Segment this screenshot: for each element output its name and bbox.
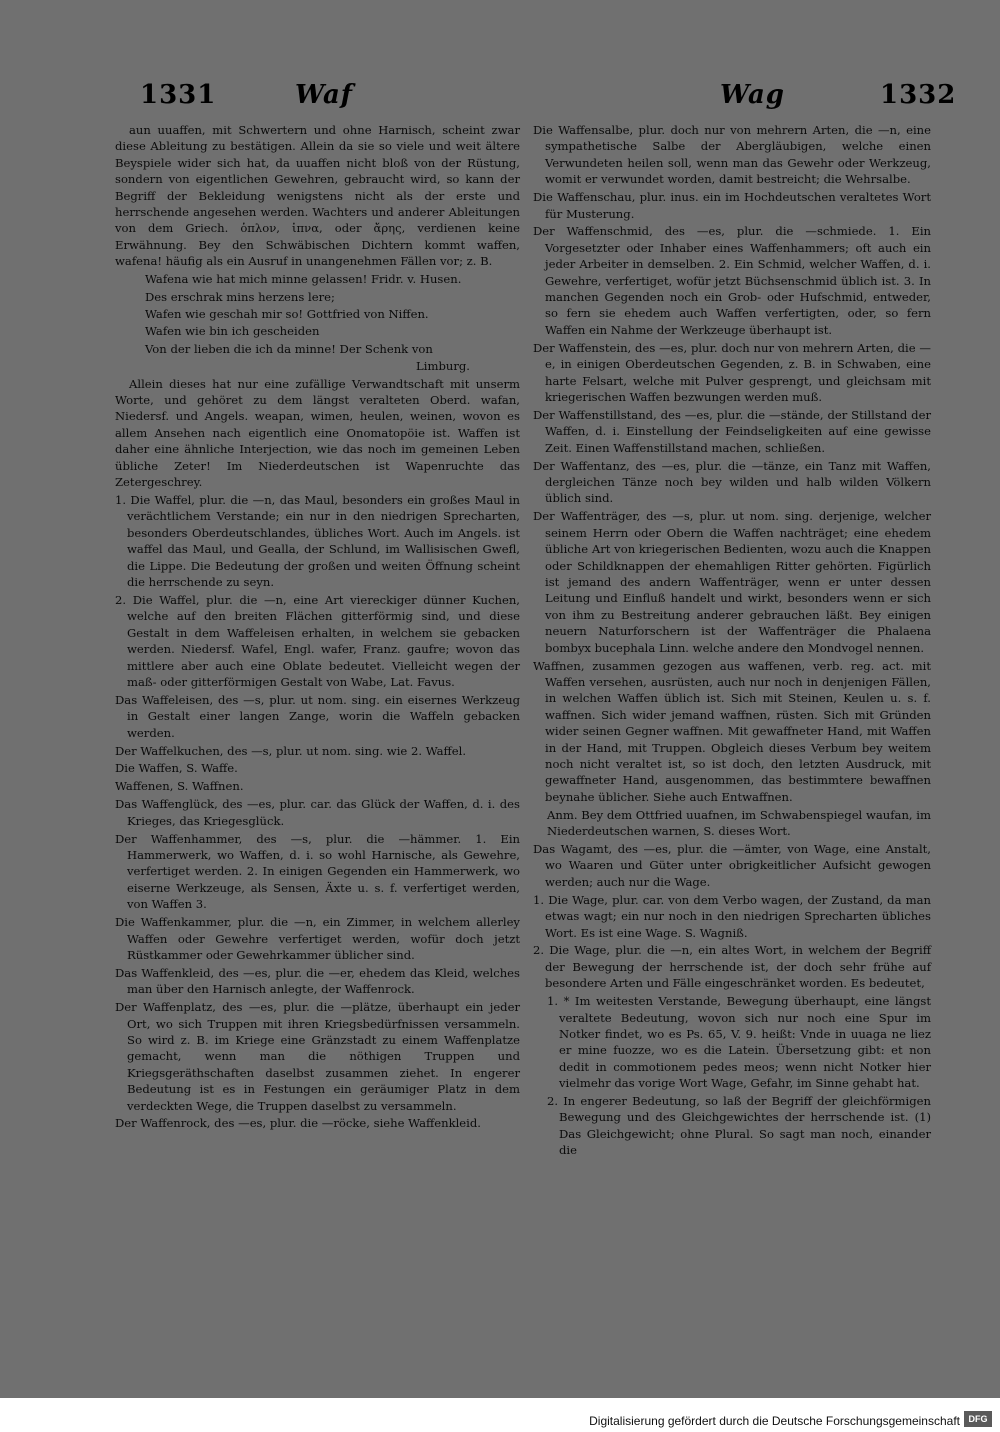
dictionary-entry: 2. Die Waffel, plur. die —n, eine Art viereckiger dünner Kuchen, welche auf den breiten Flächen gitterförmig sind, und diese Gestalt in dem Waffeleisen erhalten, in welchem sie gebacken werden. Niedersf. Wafel, Engl. wafer, Franz. gaufre; wovon das mittlere aber auch eine Oblate bedeutet. Vielleicht wegen der maß- oder gitterförmigen Gestalt von Wabe, Lat. Favus.	[115, 592, 520, 689]
dictionary-entry: Der Waffenstein, des —es, plur. doch nur von mehrern Arten, die —e, in einigen Oberdeutschen Gegenden, z. B. in Schwaben, eine harte Felsart, welche mit Pulver gesprengt, und gleichsam mit kriegerischen Waffen bezwungen werden muß.	[533, 340, 931, 404]
footer-bar	[0, 1398, 1000, 1432]
dictionary-entry: Der Waffenplatz, des —es, plur. die —plätze, überhaupt ein jeder Ort, wo sich Truppen mit ihren Kriegsbedürfnissen versammeln. So wird z. B. im Kriege eine Gränzstadt zu einem Waffenplatze gemacht, wenn man die nöthigen Truppen und Kriegsgeräthschaften daselbst zusammen ziehet. In engerer Bedeutung ist es in Festungen ein geräumiger Platz in dem verdeckten Wege, die Truppen daselbst zu versammeln.	[115, 1000, 520, 1113]
funding-credit: Digitalisierung gefördert durch die Deutsche Forschungsgemeinschaft	[589, 1414, 960, 1428]
dictionary-entry: Das Waffenglück, des —es, plur. car. das Glück der Waffen, d. i. des Krieges, das Kriegesglück.	[115, 797, 520, 828]
page-number-left: 1331	[140, 80, 217, 110]
dictionary-entry: 1. Die Waffel, plur. die —n, das Maul, besonders ein großes Maul in verächtlichem Verstande; ein nur in den niedrigen Sprecharten, besonders Oberdeutschlandes, übliches Wort. Auch im Angels. ist waffel das Maul, und Gealla, der Schlund, im Wallisischen Gwefl, die Lippe. Die Bedeutung der großen und weiten Öffnung scheint die herrschende zu seyn.	[115, 492, 520, 589]
dictionary-entry: Das Waffeleisen, des —s, plur. ut nom. sing. ein eisernes Werkzeug in Gestalt einer langen Zange, worin die Waffeln gebacken werden.	[115, 692, 520, 740]
quote-line: Wafena wie hat mich minne gelassen! Fridr. v. Husen.	[145, 272, 462, 287]
dictionary-entry: Waffnen, zusammen gezogen aus waffenen, verb. reg. act. mit Waffen versehen, ausrüsten, auch nur noch in denjenigen Fällen, in welchen Waffen üblich ist. Sich mit Steinen, Keulen u. s. f. waffnen. Sich wider jemand waffnen, rüsten. Sich mit Gründen wider seinen Gegner waffnen. Mit gewaffneter Hand, mit Waffen in der Hand, mit Truppen. Obgleich dieses Verbum bey weitem noch nicht veraltet ist, so ist doch, den letzten Ausdruck, mit gewaffneter Hand, ausgenommen, das bestimmtere bewaffnen beynahe üblicher. Siehe auch Entwaffnen.	[533, 658, 931, 804]
quote-line: Von der lieben die ich da minne! Der Schenk von	[145, 341, 433, 356]
quote-attribution: Limburg.	[416, 359, 470, 374]
dictionary-entry: Das Waffenkleid, des —es, plur. die —er, ehedem das Kleid, welches man über den Harnisch anlegte, der Waffenrock.	[115, 965, 520, 997]
dictionary-entry: Der Waffenträger, des —s, plur. ut nom. sing. derjenige, welcher seinem Herrn oder Obern die Waffen nachträget; eine ehedem übliche Art von kriegerischen Bedienten, wozu auch die Knappen oder Schildknappen der ehemahligen Ritter gehörten. Figürlich ist jemand des andern Waffenträger, wenn er unter dessen Leitung und Einfluß handelt und wirkt, besonders wenn er sich von ihm zu Bestreitung anderer gebrauchen läßt. Bey einigen neuern Naturforschern ist der Waffenträger die Phalaena bombyx bucephala Linn. welche andere den Mondvogel nennen.	[533, 509, 931, 655]
dictionary-entry: Das Wagamt, des —es, plur. die —ämter, von Wage, eine Anstalt, wo Waaren und Güter unter obrigkeitlicher Aufsicht gewogen werden; auch nur die Wage.	[533, 841, 931, 889]
dictionary-entry: Die Waffen, S. Waffe.	[115, 761, 238, 776]
dictionary-entry: Die Waffensalbe, plur. doch nur von mehrern Arten, die —n, eine sympathetische Salbe der Abergläubigen, welche einen Verwundeten heilen soll, wenn man das Gewehr oder Werkzeug, womit er verwundet worden, damit bestreicht; die Wehrsalbe.	[533, 123, 931, 187]
dictionary-entry: Waffenen, S. Waffnen.	[115, 779, 244, 794]
dictionary-entry: Der Waffenschmid, des —es, plur. die —schmiede. 1. Ein Vorgesetzter oder Inhaber eines Waffenhammers; oft auch ein jeder Arbeiter in demselben. 2. Ein Schmid, welcher Waffen, d. i. Gewehre, verfertiget, wofür jetzt Büchsenschmid üblich ist. 3. In manchen Gegenden noch ein Grob- oder Hufschmid, entweder, so fern sie ehedem auch Waffen verfertigten, oder, so fern Waffen ein Nahme der Werkzeuge überhaupt ist.	[533, 224, 931, 337]
dictionary-entry: Die Waffenschau, plur. inus. ein im Hochdeutschen veraltetes Wort für Musterung.	[533, 190, 931, 221]
text-paragraph: aun uuaffen, mit Schwertern und ohne Harnisch, scheint zwar diese Ableitung zu bestätigen. Allein da sie so viele und weit ältere Beyspiele wider sich hat, da uuaffen nicht bloß von der Rüstung, sondern von eigentlichen Gewehren, gebraucht wird, so kann der Begriff der Bekleidung wenigstens nicht als der erste und herrschende angesehen werden. Wachters und anderer Ableitungen von dem Griech. ὁπλον, ἱπνα, oder ἄρης, verdienen keine Erwähnung. Bey den Schwäbischen Dichtern kommt waffen, wafena! häufig als ein Ausruf in unangenehmen Fällen vor; z. B.	[115, 123, 520, 269]
quote-line: Des erschrak mins herzens lere;	[145, 289, 335, 304]
left-column	[115, 122, 520, 1133]
dictionary-entry: Der Waffenstillstand, des —es, plur. die —stände, der Stillstand der Waffen, d. i. Einstellung der Feindseligkeiten auf eine gewisse Zeit. Einen Waffenstillstand machen, schließen.	[533, 407, 931, 455]
quote-line: Wafen wie bin ich gescheiden	[145, 324, 320, 339]
right-column	[533, 122, 931, 1160]
dfg-logo: DFG	[964, 1411, 992, 1427]
running-head-right: Wag	[720, 80, 785, 110]
quote-line: Wafen wie geschah mir so! Gottfried von Niffen.	[145, 306, 429, 321]
dictionary-entry: 1. Die Wage, plur. car. von dem Verbo wagen, der Zustand, da man etwas wagt; ein nur noch in den niedrigen Sprecharten übliches Wort. Es ist eine Wage. S. Wagniß.	[533, 892, 931, 940]
text-paragraph: Allein dieses hat nur eine zufällige Verwandtschaft mit unserm Worte, und gehöret zu dem längst veralteten Oberd. wafan, Niedersf. und Angels. weapan, wimen, heulen, weinen, wovon es allem Ansehen nach eigentlich eine Onomatopöie ist. Waffen ist daher eine ähnliche Interjection, wie das noch im gemeinen Leben übliche Zeter! Im Niederdeutschen ist Wapenruchte das Zetergeschrey.	[115, 376, 520, 490]
dictionary-entry: Die Waffenkammer, plur. die —n, ein Zimmer, in welchem allerley Waffen oder Gewehre verfertiget werden, wofür doch jetzt Rüstkammer oder Gewehrkammer üblicher sind.	[115, 915, 520, 962]
dictionary-entry: Der Waffenhammer, des —s, plur. die —hämmer. 1. Ein Hammerwerk, wo Waffen, d. i. so wohl Harnische, als Gewehre, verfertiget werden. 2. In einigen Gegenden ein Hammerwerk, wo eiserne Werkzeuge, als Sensen, Äxte u. s. f. verfertiget werden, von Waffen 3.	[115, 831, 520, 912]
sub-entry: 2. In engerer Bedeutung, so laß der Begriff der gleichförmigen Bewegung und des Gleichgewichtes der herrschende ist. (1) Das Gleichgewicht; ohne Plural. So sagt man noch, einander die	[547, 1094, 931, 1158]
dictionary-entry: Der Waffenrock, des —es, plur. die —röcke, siehe Waffenkleid.	[115, 1116, 481, 1131]
dictionary-entry: Der Waffelkuchen, des —s, plur. ut nom. sing. wie 2. Waffel.	[115, 743, 467, 758]
dictionary-entry: 2. Die Wage, plur. die —n, ein altes Wort, in welchem der Begriff der Bewegung der herrschende ist, der doch sehr frühe auf besondere Arten und Fälle eingeschränket worden. Es bedeutet,	[533, 943, 931, 991]
sub-entry: 1. * Im weitesten Verstande, Bewegung überhaupt, eine längst veraltete Bedeutung, wovon sich nur noch eine Spur im Notker findet, wo es Ps. 65, V. 9. heißt: Vnde in uuaga ne liez er mine fuozze, wo es die Latein. Übersetzung gibt: et non dedit in commotionem pedes meos; wenn nicht Notker hier vielmehr das vorige Wort Wage, Gefahr, im Sinne gehabt hat.	[547, 994, 931, 1091]
page-number-right: 1332	[880, 80, 957, 110]
annotation-note: Anm. Bey dem Ottfried uuafnen, im Schwabenspiegel waufan, im Niederdeutschen warnen, S. dieses Wort.	[547, 807, 931, 839]
running-head-left: Waf	[295, 80, 353, 110]
dictionary-entry: Der Waffentanz, des —es, plur. die —tänze, ein Tanz mit Waffen, dergleichen Tänze noch bey wilden und halb wilden Völkern üblich sind.	[533, 458, 931, 506]
